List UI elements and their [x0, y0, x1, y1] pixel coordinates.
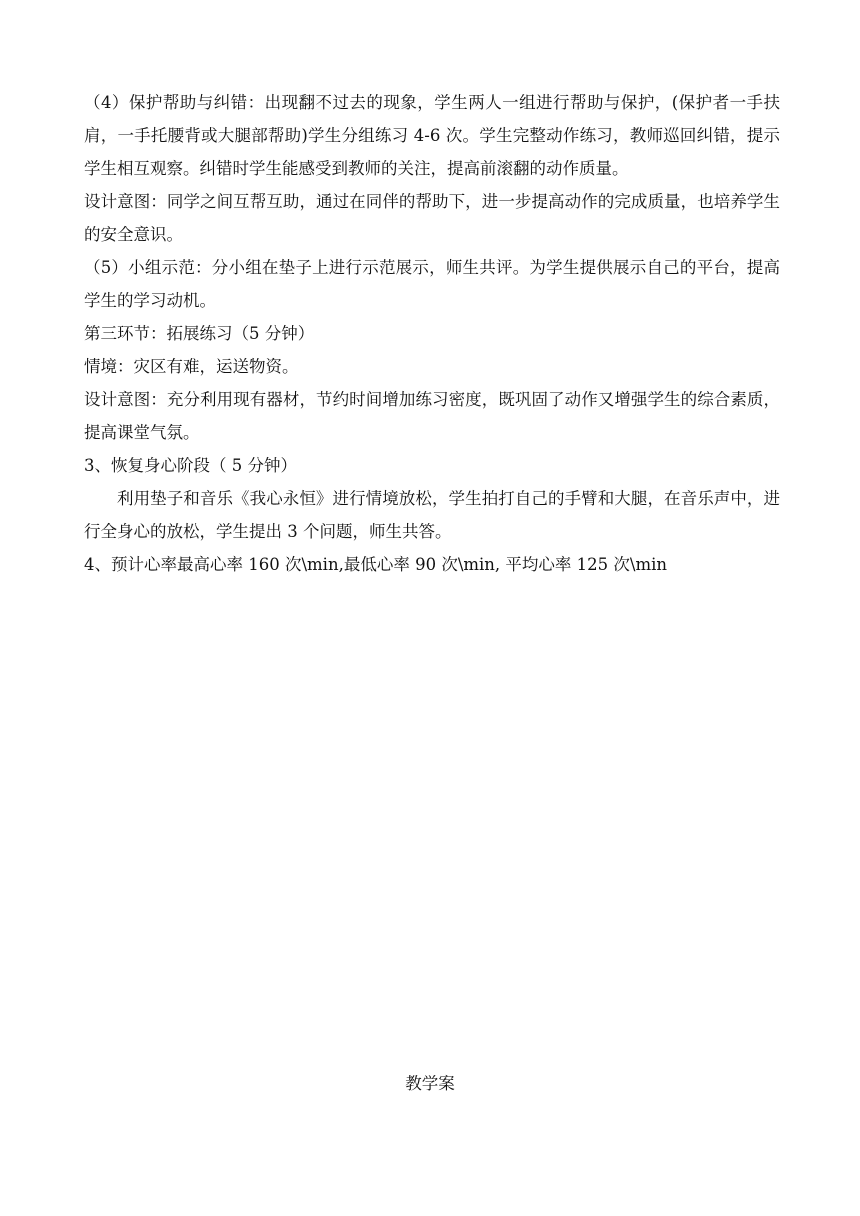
paragraph-design-intent-2: 设计意图：充分利用现有器材，节约时间增加练习密度，既巩固了动作又增强学生的综合素质，提高课堂气氛。: [84, 390, 780, 442]
paragraph-protection-help: （4）保护帮助与纠错：出现翻不过去的现象，学生两人一组进行帮助与保护，(保护者一手扶肩，一手托腰背或大腿部帮助)学生分组练习 4-6 次。学生完整动作练习，教师巡回纠错，提示学生相互观察。纠错时学生能感受到教师的关注，提高前滚翻的动作质量。: [84, 93, 780, 178]
paragraph-relaxation: 利用垫子和音乐《我心永恒》进行情境放松，学生拍打自己的手臂和大腿，在音乐声中，进行全身心的放松，学生提出 3 个问题，师生共答。: [84, 489, 780, 541]
section-heading-extension: 第三环节：拓展练习（5 分钟）: [84, 324, 315, 343]
document-body: [84, 86, 780, 581]
paragraph-heart-rate: 4、预计心率最高心率 160 次\min,最低心率 90 次\min, 平均心率 125 次\min: [84, 555, 668, 574]
paragraph-design-intent-1: 设计意图：同学之间互帮互助，通过在同伴的帮助下，进一步提高动作的完成质量，也培养学生的安全意识。: [84, 192, 780, 244]
page-footer: 教学案: [405, 1074, 455, 1093]
section-heading-recovery: 3、恢复身心阶段（ 5 分钟）: [84, 456, 297, 475]
paragraph-group-demo: （5）小组示范：分小组在垫子上进行示范展示，师生共评。为学生提供展示自己的平台，提高学生的学习动机。: [84, 258, 780, 310]
paragraph-scenario: 情境：灾区有难，运送物资。: [84, 357, 299, 376]
